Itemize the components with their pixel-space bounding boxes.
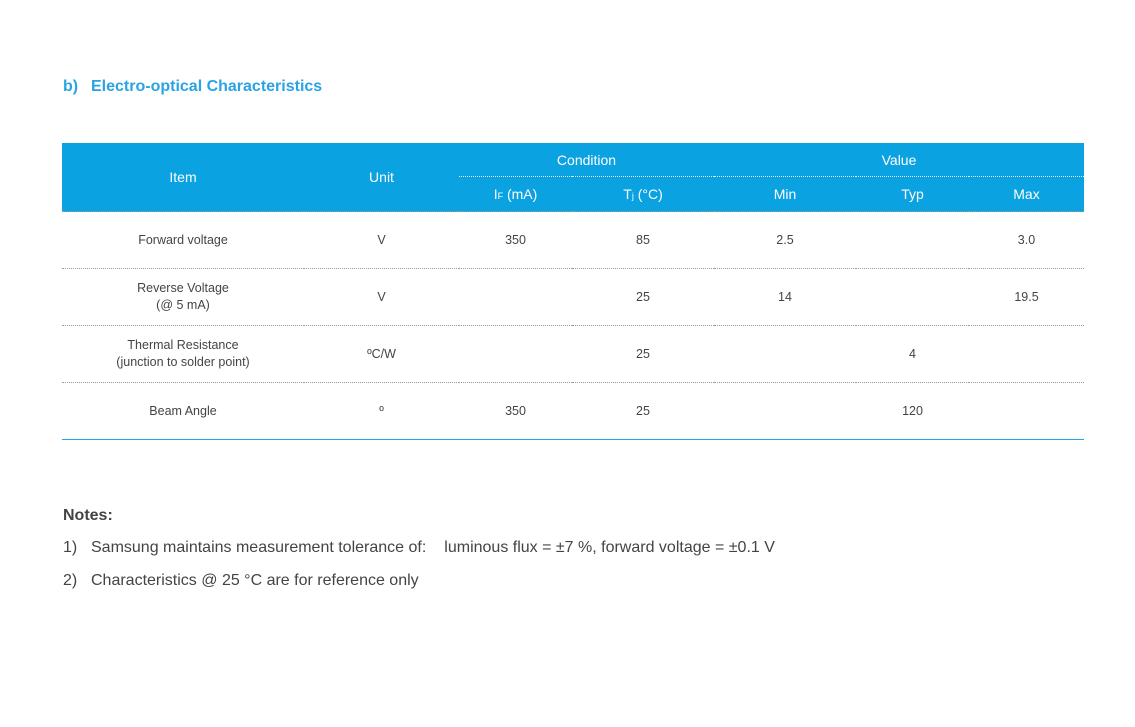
cell-min [714, 326, 856, 383]
electro-optical-table [62, 143, 1084, 440]
cell-unit: º [304, 383, 459, 440]
section-title-text: Electro-optical Characteristics [91, 78, 323, 95]
cell-if: 350 [459, 383, 572, 440]
item-line1: Thermal Resistance [127, 338, 239, 352]
cell-unit: V [304, 212, 459, 269]
header-tj-unit: (°C) [633, 186, 663, 202]
cell-typ [856, 212, 969, 269]
item-line1: Reverse Voltage [137, 281, 229, 295]
cell-item [62, 326, 304, 383]
cell-typ: 4 [856, 326, 969, 383]
item-line1: Forward voltage [138, 232, 228, 247]
cell-tj: 85 [572, 212, 714, 269]
cell-tj: 25 [572, 383, 714, 440]
header-if-unit: (mA) [503, 186, 538, 202]
cell-min [714, 383, 856, 440]
cell-item [62, 383, 304, 440]
cell-tj: 25 [572, 269, 714, 326]
section-index: b) [63, 78, 79, 95]
note-item [63, 572, 419, 590]
table-row [62, 212, 1084, 269]
note-text: Characteristics @ 25 °C are for reference only [91, 572, 419, 589]
header-min: Min [714, 177, 856, 212]
cell-min: 14 [714, 269, 856, 326]
header-if-subscript: F [497, 191, 504, 201]
cell-tj: 25 [572, 326, 714, 383]
header-typ: Typ [856, 177, 969, 212]
cell-max: 19.5 [969, 269, 1084, 326]
cell-if [459, 269, 572, 326]
note-extra: luminous flux = ±7 %, forward voltage = ±0.1 V [444, 539, 775, 556]
table-row [62, 383, 1084, 440]
header-value: Value [714, 143, 1084, 177]
section-title [63, 78, 322, 96]
cell-min: 2.5 [714, 212, 856, 269]
cell-max: 3.0 [969, 212, 1084, 269]
cell-typ [856, 269, 969, 326]
header-if [459, 177, 572, 212]
item-line2: (@ 5 mA) [156, 298, 210, 312]
note-item [63, 539, 775, 557]
header-tj-subscript: j [631, 191, 634, 201]
cell-item [62, 269, 304, 326]
cell-item [62, 212, 304, 269]
cell-unit: V [304, 269, 459, 326]
cell-typ: 120 [856, 383, 969, 440]
header-item: Item [62, 143, 304, 212]
note-number: 1) [63, 539, 78, 556]
header-condition: Condition [459, 143, 714, 177]
note-number: 2) [63, 572, 78, 589]
table-row [62, 269, 1084, 326]
cell-if: 350 [459, 212, 572, 269]
item-line2: (junction to solder point) [116, 355, 250, 369]
table-row [62, 326, 1084, 383]
header-max: Max [969, 177, 1084, 212]
header-tj [572, 177, 714, 212]
header-if-symbol: I [493, 186, 498, 202]
header-unit: Unit [304, 143, 459, 212]
cell-unit: ºC/W [304, 326, 459, 383]
note-text: Samsung maintains measurement tolerance of: [91, 539, 427, 556]
notes-title: Notes: [63, 507, 113, 524]
cell-max [969, 383, 1084, 440]
item-line1: Beam Angle [149, 403, 217, 418]
cell-max [969, 326, 1084, 383]
header-tj-symbol: T [623, 186, 632, 202]
cell-if [459, 326, 572, 383]
